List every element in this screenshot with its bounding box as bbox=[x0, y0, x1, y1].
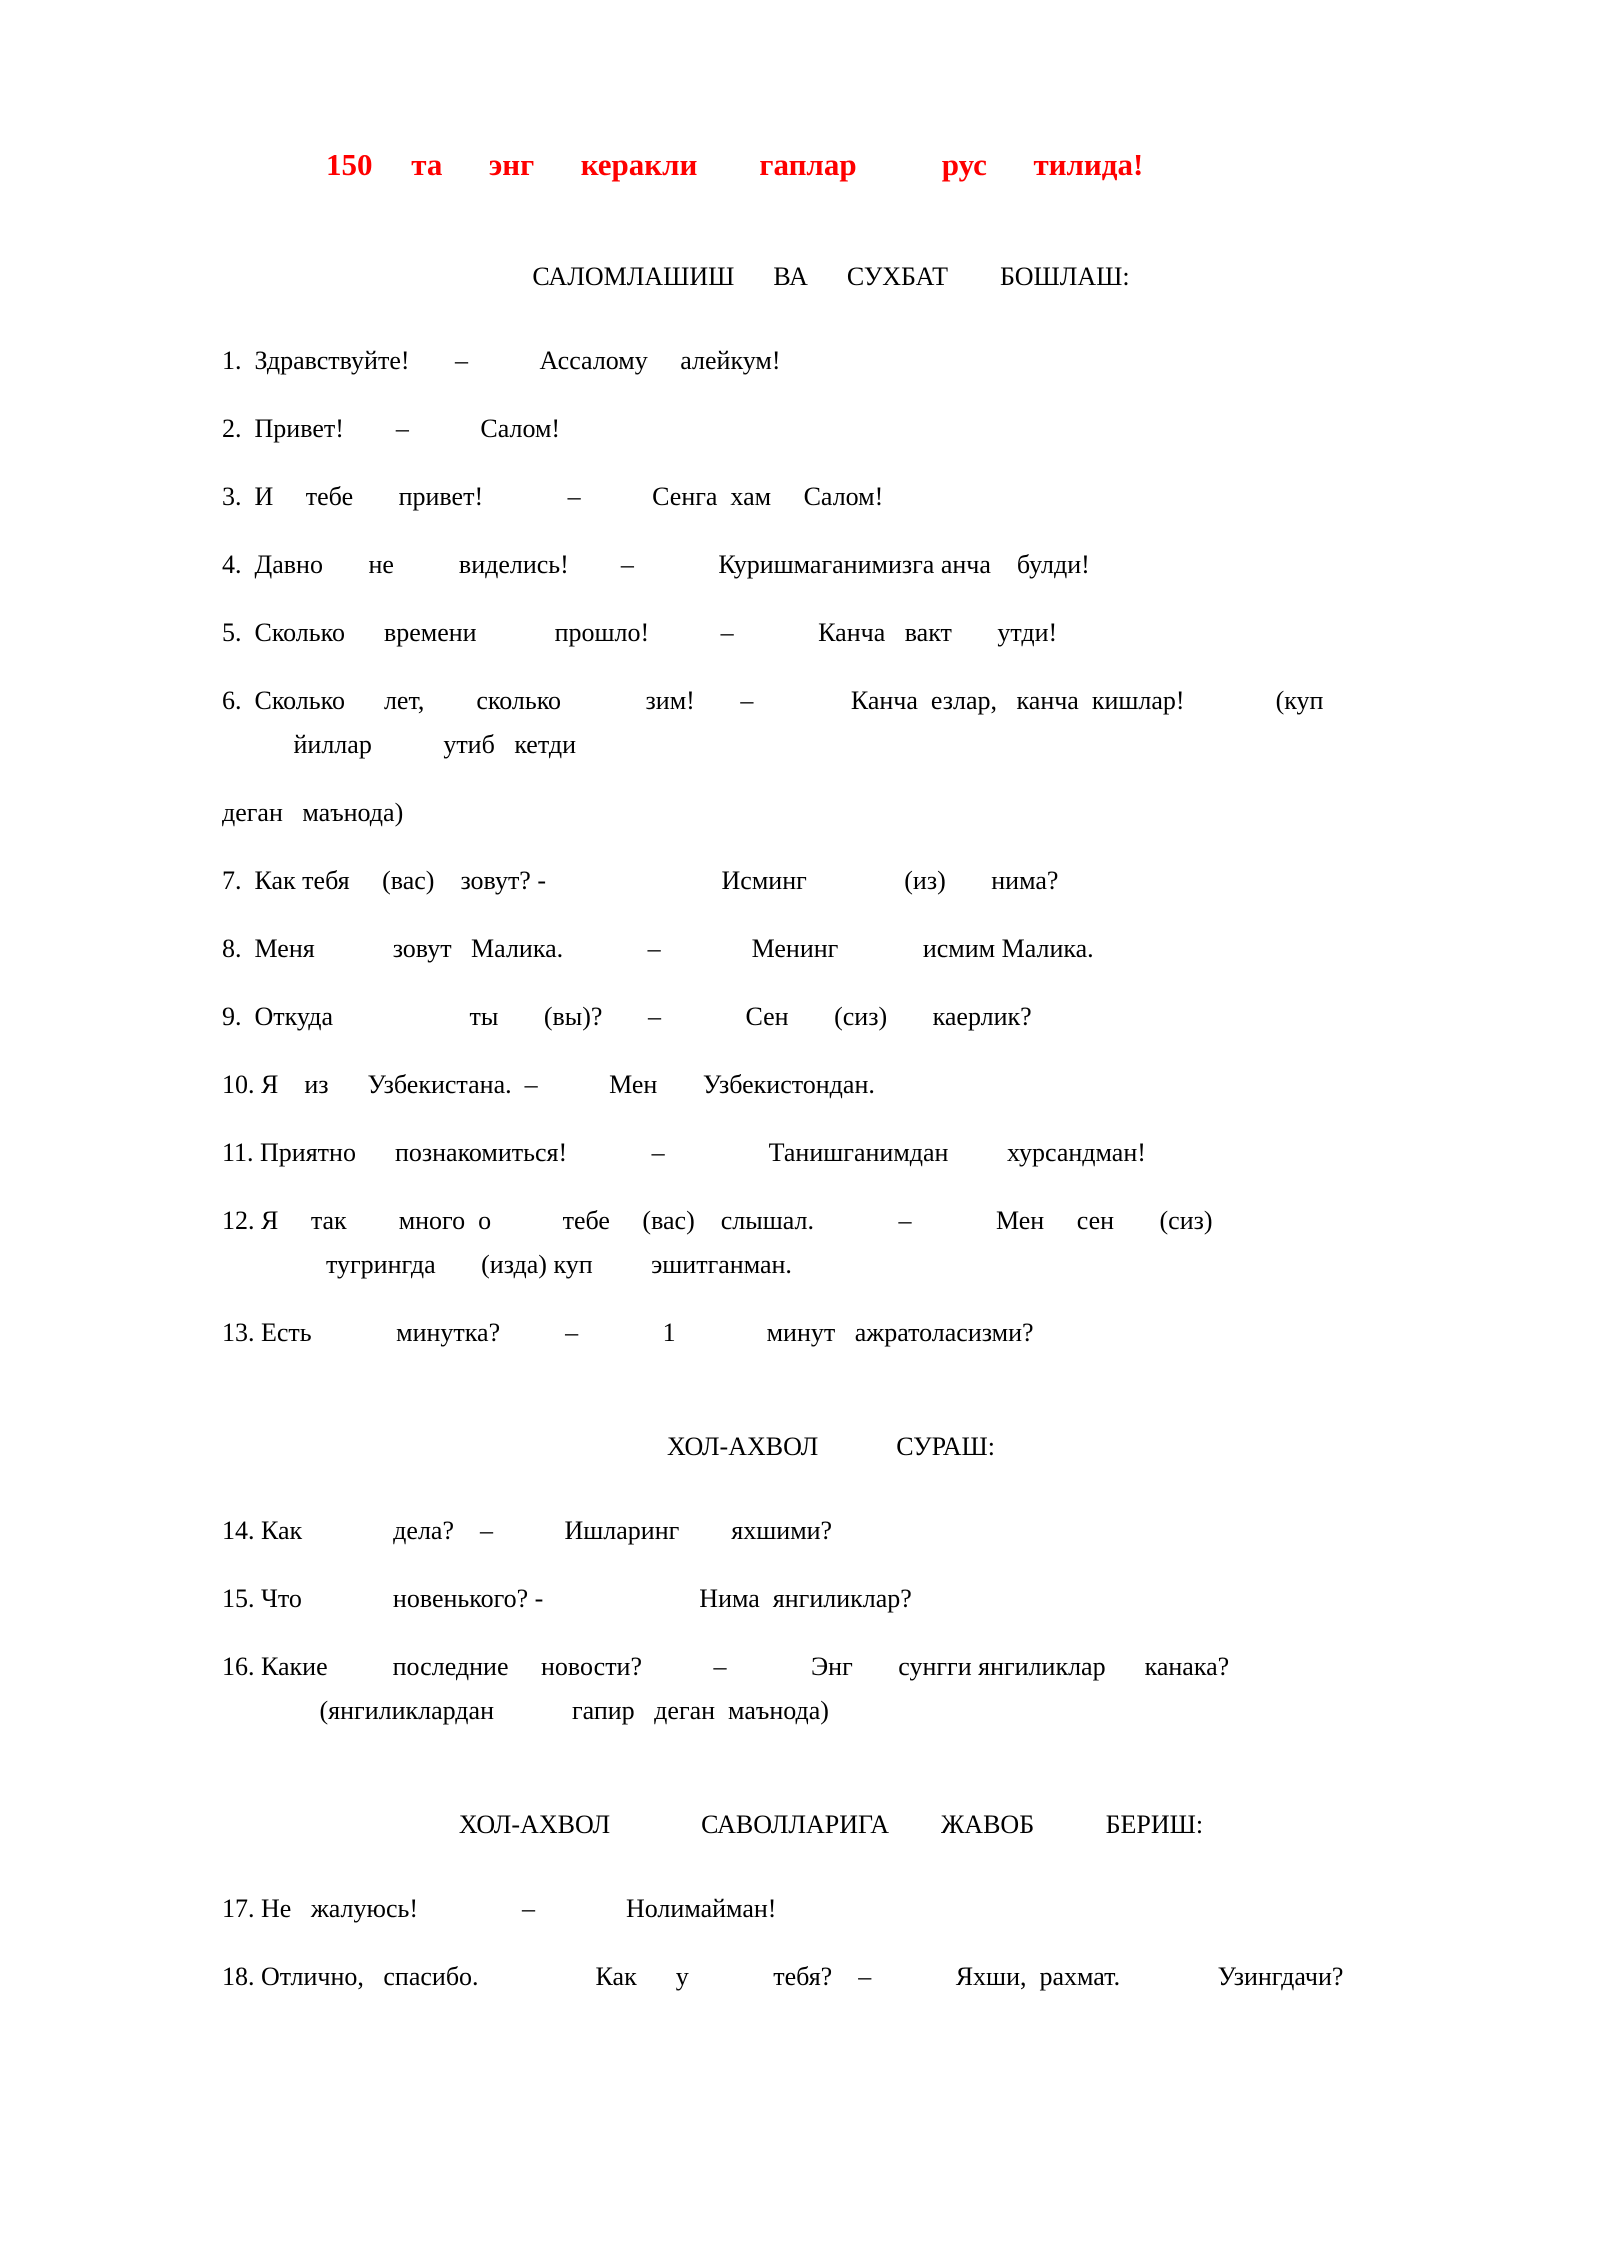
list-item bbox=[222, 1887, 1440, 1931]
list-item bbox=[222, 1577, 1440, 1621]
text-line: деган маънода) bbox=[222, 798, 404, 827]
list-item bbox=[222, 543, 1440, 587]
text-line: 5. Сколько времени прошло! – Канча вакт утди! bbox=[222, 618, 1058, 647]
list-item bbox=[222, 1509, 1440, 1553]
list-item bbox=[222, 475, 1440, 519]
list-item bbox=[222, 1311, 1440, 1355]
text-line: 12. Я так много о тебе (вас) слышал. – Мен сен (сиз) bbox=[222, 1206, 1213, 1235]
text-line: 15. Что новенького? - Нима янгиликлар? bbox=[222, 1584, 912, 1613]
list-item bbox=[222, 859, 1440, 903]
list-item bbox=[222, 1199, 1440, 1287]
text-line: 8. Меня зовут Малика. – Менинг исмим Малика. bbox=[222, 934, 1094, 963]
text-line: 7. Как тебя (вас) зовут? - Исминг (из) нима? bbox=[222, 866, 1059, 895]
text-line: 11. Приятно познакомиться! – Танишганимдан хурсандман! bbox=[222, 1138, 1146, 1167]
text-line: йиллар утиб кетди bbox=[222, 730, 577, 759]
text-line: 18. Отлично, спасибо. Как у тебя? – Яхши, рахмат. Узингдачи? bbox=[222, 1962, 1344, 1991]
text-line: 4. Давно не виделись! – Куришмаганимизга анча булди! bbox=[222, 550, 1090, 579]
text-line: (янгиликлардан гапир деган маънода) bbox=[222, 1696, 829, 1725]
list-item bbox=[222, 339, 1440, 383]
section-heading-text: ХОЛ-АХВОЛ САВОЛЛАРИГА ЖАВОБ БЕРИШ: bbox=[458, 1810, 1204, 1839]
document-title: 150 та энг керакли гаплар рус тилида! bbox=[326, 147, 1144, 182]
text-line: 10. Я из Узбекистана. – Мен Узбекистондан. bbox=[222, 1070, 875, 1099]
text-line: 13. Есть минутка? – 1 минут ажратоласизми? bbox=[222, 1318, 1034, 1347]
text-line: 16. Какие последние новости? – Энг сунгги янгиликлар канака? bbox=[222, 1652, 1230, 1681]
section-heading bbox=[222, 1425, 1440, 1469]
section-heading-text: САЛОМЛАШИШ ВА СУХБАТ БОШЛАШ: bbox=[532, 262, 1130, 291]
section-heading bbox=[222, 1803, 1440, 1847]
list-item bbox=[222, 679, 1440, 767]
text-line: тугрингда (изда) куп эшитганман. bbox=[222, 1250, 792, 1279]
list-item bbox=[222, 1131, 1440, 1175]
text-line: 6. Сколько лет, сколько зим! – Канча езлар, канча кишлар! (куп bbox=[222, 686, 1324, 715]
list-item bbox=[222, 1063, 1440, 1107]
text-line: 14. Как дела? – Ишларинг яхшими? bbox=[222, 1516, 833, 1545]
list-item bbox=[222, 927, 1440, 971]
list-item bbox=[222, 1955, 1440, 1999]
text-line: 17. Не жалуюсь! – Нолимайман! bbox=[222, 1894, 777, 1923]
note-line bbox=[222, 791, 1440, 835]
section-heading-text: ХОЛ-АХВОЛ СУРАШ: bbox=[666, 1432, 995, 1461]
text-line: 2. Привет! – Салом! bbox=[222, 414, 561, 443]
list-item bbox=[222, 611, 1440, 655]
list-item bbox=[222, 1645, 1440, 1733]
section-heading bbox=[222, 255, 1440, 299]
text-line: 3. И тебе привет! – Сенга хам Салом! bbox=[222, 482, 884, 511]
list-item bbox=[222, 995, 1440, 1039]
text-line: 1. Здравствуйте! – Ассалому алейкум! bbox=[222, 346, 781, 375]
list-item bbox=[222, 407, 1440, 451]
document-content bbox=[222, 255, 1440, 1999]
text-line: 9. Откуда ты (вы)? – Сен (сиз) каерлик? bbox=[222, 1002, 1032, 1031]
